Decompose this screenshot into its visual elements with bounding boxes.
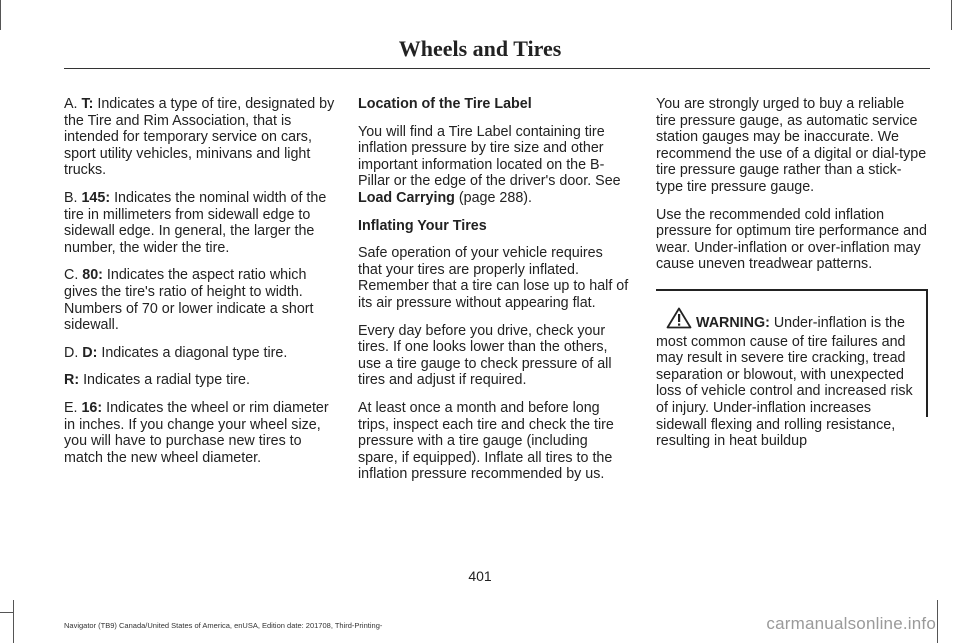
item-prefix: E. <box>64 399 82 416</box>
tire-code-a <box>64 96 336 179</box>
item-prefix: B. <box>64 189 82 206</box>
tire-code-r <box>64 372 336 389</box>
item-prefix: A. <box>64 96 82 112</box>
paragraph: At least once a month and before long trips, inspect each tire and check the tire pressure with a tire gauge (including spare, if equipped). Inflate all tires to the inflation pressure recommended by us. <box>358 399 614 483</box>
item-text: Indicates the nominal width of the tire in millimeters from sidewall edge to sidewall edge. In general, the larger the number, the wider the tire. <box>64 189 327 256</box>
item-code: 145: <box>81 189 111 206</box>
warning-triangle-icon <box>666 307 692 334</box>
paragraph: Safe operation of your vehicle requires that your tires are properly inflated. Remember that a tire can lose up to half of its air pressure without appearing flat. <box>358 245 629 311</box>
crop-mark <box>937 600 938 643</box>
paragraph-text: You will find a Tire Label containing tire inflation pressure by tire size and other important information located on the B-Pillar or the edge of the driver's door. See <box>358 123 621 190</box>
footer-edition-info: Navigator (TB9) Canada/United States of America, enUSA, Edition date: 201708, Third-Printing- <box>64 621 383 630</box>
tire-label-paragraph <box>358 124 630 207</box>
header-divider <box>64 68 930 69</box>
item-text: Indicates a diagonal type tire. <box>97 344 288 361</box>
item-text: Indicates a type of tire, designated by the Tire and Rim Association, that is intended for temporary service on cars, sport utility vehicles, minivans and light trucks. <box>64 96 335 179</box>
column-2 <box>358 96 630 494</box>
item-code: T: <box>81 96 94 112</box>
item-text: Indicates the wheel or rim diameter in inches. If you change your wheel size, you will have to purchase new tires to match the new wheel diameter. <box>64 399 329 466</box>
section-heading-tire-label: Location of the Tire Label <box>358 96 532 112</box>
paragraph: You are strongly urged to buy a reliable tire pressure gauge, as automatic service station gauges may be inaccurate. We recommend the use of a digital or dial-type tire pressure gauge rather than a stick-type tire pressure gauge. <box>656 96 927 195</box>
crop-mark <box>0 612 14 613</box>
item-prefix: C. <box>64 267 83 284</box>
page-number: 401 <box>468 568 492 584</box>
column-1 <box>64 96 336 477</box>
paragraph: Every day before you drive, check your tires. If one looks lower than the others, use a tire gauge to check pressure of all tires and adjust if required. <box>358 322 612 389</box>
tire-code-e <box>64 400 336 466</box>
warning-text: Under-inflation is the most common cause of tire failures and may result in severe tire cracking, tread separation or blowout, with unexpected loss of vehicle control and increased risk of injury. Under-inflation increases sidewall flexing and rolling resistance, resulting in heat buildup <box>656 314 913 450</box>
item-text: Indicates a radial type tire. <box>79 372 250 389</box>
item-text: Indicates the aspect ratio which gives the tire's ratio of height to width. Numbers of 70 or lower indicate a short sidewall. <box>64 267 314 334</box>
paragraph: Use the recommended cold inflation pressure for optimum tire performance and wear. Under-inflation or over-inflation may cause uneven treadwear patterns. <box>656 206 927 273</box>
warning-label: WARNING: <box>696 314 770 331</box>
warning-box <box>656 289 928 450</box>
item-code: R: <box>64 372 80 389</box>
item-prefix: D. <box>64 344 83 361</box>
tire-code-d <box>64 345 336 362</box>
section-heading-inflating: Inflating Your Tires <box>358 217 487 234</box>
tire-code-c <box>64 267 336 333</box>
load-carrying-link[interactable]: Load Carrying <box>358 189 455 206</box>
page-reference: (page 288). <box>454 189 533 206</box>
watermark: carmanualsonline.info <box>766 614 936 633</box>
column-3 <box>656 96 928 450</box>
item-code: 16: <box>81 399 103 416</box>
crop-mark <box>951 0 952 30</box>
item-code: D: <box>82 344 98 361</box>
crop-mark <box>0 0 1 30</box>
crop-mark <box>13 600 14 643</box>
item-code: 80: <box>82 267 103 284</box>
page-title: Wheels and Tires <box>398 36 562 61</box>
tire-code-b <box>64 190 336 256</box>
